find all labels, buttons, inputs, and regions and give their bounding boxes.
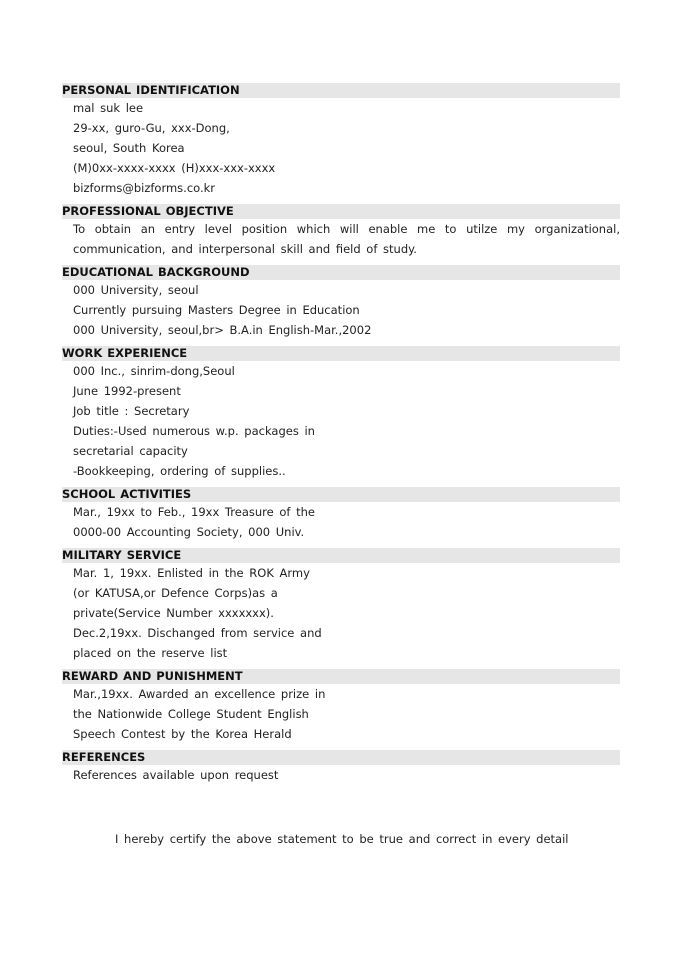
section-body bbox=[62, 361, 620, 481]
list-item: Job title : Secretary bbox=[73, 404, 190, 418]
section-references bbox=[62, 750, 620, 785]
phone-line: (M)0xx-xxxx-xxxx (H)xxx-xxx-xxxx bbox=[73, 161, 276, 175]
list-item: Mar.,19xx. Awarded an excellence prize in bbox=[73, 687, 326, 701]
section-header: REWARD AND PUNISHMENT bbox=[62, 669, 620, 684]
list-item: (or KATUSA,or Defence Corps)as a bbox=[73, 586, 278, 600]
section-professional-objective bbox=[62, 204, 620, 259]
list-item: Mar. 1, 19xx. Enlisted in the ROK Army bbox=[73, 566, 310, 580]
section-header: REFERENCES bbox=[62, 750, 620, 765]
list-item: 0000-00 Accounting Society, 000 Univ. bbox=[73, 525, 305, 539]
section-body bbox=[62, 765, 620, 785]
certification-statement: I hereby certify the above statement to be true and correct in every detail bbox=[115, 832, 569, 846]
list-item: Speech Contest by the Korea Herald bbox=[73, 727, 292, 741]
list-item: 000 University, seoul,br> B.A.in English-Mar.,2002 bbox=[73, 323, 372, 337]
address-line: 29-xx, guro-Gu, xxx-Dong, bbox=[73, 121, 230, 135]
list-item: secretarial capacity bbox=[73, 444, 188, 458]
objective-text: To obtain an entry level position which will enable me to utilze my organizational, communication, and interpersonal skill and field of study. bbox=[73, 222, 620, 256]
list-item: Mar., 19xx to Feb., 19xx Treasure of the bbox=[73, 505, 315, 519]
section-military-service bbox=[62, 548, 620, 663]
city-line: seoul, South Korea bbox=[73, 141, 185, 155]
list-item: Duties:-Used numerous w.p. packages in bbox=[73, 424, 315, 438]
list-item: June 1992-present bbox=[73, 384, 181, 398]
list-item: private(Service Number xxxxxxx). bbox=[73, 606, 274, 620]
list-item: Dec.2,19xx. Dischanged from service and bbox=[73, 626, 322, 640]
list-item: References available upon request bbox=[73, 768, 279, 782]
section-header: PROFESSIONAL OBJECTIVE bbox=[62, 204, 620, 219]
list-item: -Bookkeeping, ordering of supplies.. bbox=[73, 464, 286, 478]
section-body bbox=[62, 98, 620, 198]
list-item: placed on the reserve list bbox=[73, 646, 228, 660]
list-item: 000 Inc., sinrim-dong,Seoul bbox=[73, 364, 235, 378]
section-body bbox=[62, 280, 620, 340]
section-reward-and-punishment bbox=[62, 669, 620, 744]
section-header: EDUCATIONAL BACKGROUND bbox=[62, 265, 620, 280]
list-item: the Nationwide College Student English bbox=[73, 707, 309, 721]
list-item: 000 University, seoul bbox=[73, 283, 199, 297]
section-body bbox=[62, 219, 620, 259]
section-body bbox=[62, 502, 620, 542]
section-body bbox=[62, 563, 620, 663]
section-work-experience bbox=[62, 346, 620, 481]
section-header: SCHOOL ACTIVITIES bbox=[62, 487, 620, 502]
section-header: MILITARY SERVICE bbox=[62, 548, 620, 563]
name-line: mal suk lee bbox=[73, 101, 144, 115]
section-header: WORK EXPERIENCE bbox=[62, 346, 620, 361]
section-header: PERSONAL IDENTIFICATION bbox=[62, 83, 620, 98]
resume-document bbox=[62, 83, 620, 791]
email-line: bizforms@bizforms.co.kr bbox=[73, 181, 216, 195]
section-personal-identification bbox=[62, 83, 620, 198]
section-body bbox=[62, 684, 620, 744]
section-educational-background bbox=[62, 265, 620, 340]
section-school-activities bbox=[62, 487, 620, 542]
list-item: Currently pursuing Masters Degree in Education bbox=[73, 303, 360, 317]
